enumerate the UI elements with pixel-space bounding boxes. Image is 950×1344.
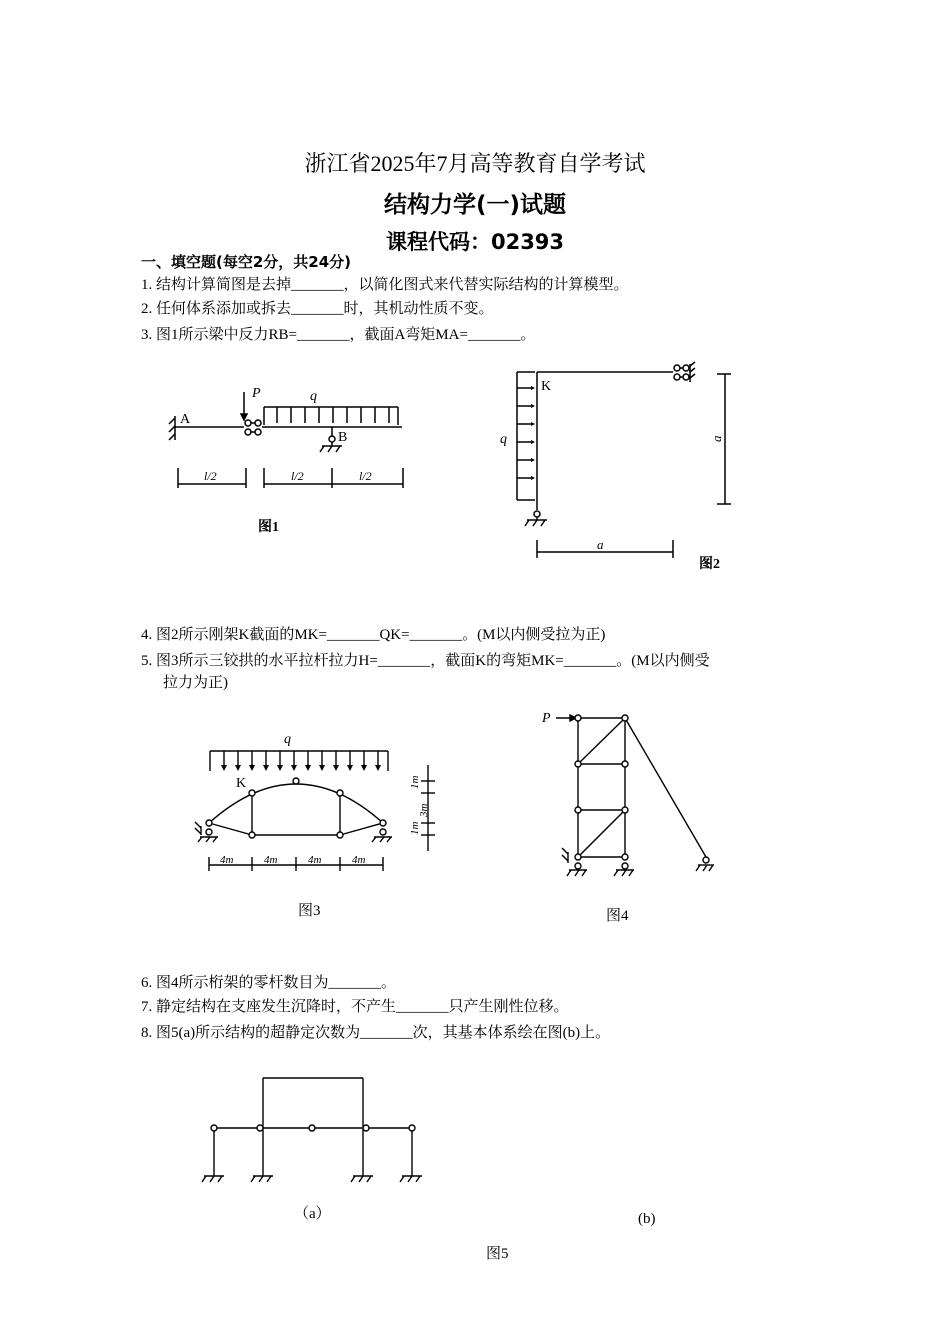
figure-1-beam	[160, 380, 420, 540]
question-5: 5. 图3所示三铰拱的水平拉杆拉力H=_______，截面K的弯矩MK=_______。(M以内侧受	[141, 653, 710, 669]
label-A: A	[180, 412, 191, 427]
course-code: 课程代码：02393	[385, 230, 565, 254]
figure-4-truss	[540, 705, 740, 930]
figure-1-caption: 图1	[258, 520, 279, 535]
question-5-continued: 拉力为正)	[163, 675, 228, 691]
figure-5	[190, 1068, 690, 1268]
dim-a-vertical: a	[709, 435, 724, 442]
subject-title: 结构力学(一)试题	[383, 192, 567, 218]
dim-4m: 4m	[220, 854, 234, 866]
question-2: 2. 任何体系添加或拆去_______时，其机动性质不变。	[141, 301, 494, 317]
figure-5-caption: 图5	[486, 1246, 509, 1262]
dim-4m: 4m	[352, 854, 366, 866]
question-3: 3. 图1所示梁中反力RB=_______，截面A弯矩MA=_______。	[141, 327, 536, 343]
label-q: q	[284, 732, 291, 747]
dim-l2: l/2	[291, 469, 304, 483]
dim-l2: l/2	[204, 469, 217, 483]
dim-4m: 4m	[264, 854, 278, 866]
dim-1m: 1m	[409, 821, 421, 835]
figure-4-caption: 图4	[606, 908, 629, 924]
question-8: 8. 图5(a)所示结构的超静定次数为_______次，其基本体系绘在图(b)上。	[141, 1025, 611, 1041]
figure-2-frame	[495, 360, 755, 575]
figure-2-caption: 图2	[699, 557, 720, 572]
question-4: 4. 图2所示刚架K截面的MK=_______QK=_______。(M以内侧受拉为正)	[141, 627, 606, 643]
dim-a-horizontal: a	[597, 537, 604, 552]
figure-5a-label: （a）	[294, 1206, 331, 1222]
label-q: q	[500, 432, 507, 447]
question-7: 7. 静定结构在支座发生沉降时，不产生_______只产生刚性位移。	[141, 999, 569, 1015]
dim-l2: l/2	[359, 469, 372, 483]
section-heading: 一、填空题(每空2分，共24分)	[141, 253, 352, 271]
label-B: B	[338, 430, 348, 445]
dim-4m: 4m	[308, 854, 322, 866]
figure-3-caption: 图3	[298, 903, 321, 919]
label-P: P	[252, 386, 261, 401]
dim-3m: 3m	[418, 803, 430, 817]
question-1: 1. 结构计算简图是去掉_______，以简化图式来代替实际结构的计算模型。	[141, 277, 629, 293]
dim-1m: 1m	[409, 775, 421, 789]
label-K: K	[236, 776, 247, 791]
label-K: K	[541, 379, 552, 394]
exam-title: 浙江省2025年7月高等教育自学考试	[304, 151, 646, 176]
figure-5b-label: (b)	[638, 1211, 656, 1227]
question-6: 6. 图4所示桁架的零杆数目为_______。	[141, 975, 397, 991]
figure-3-arch	[180, 725, 440, 925]
label-P: P	[542, 711, 551, 726]
label-q: q	[310, 389, 317, 404]
